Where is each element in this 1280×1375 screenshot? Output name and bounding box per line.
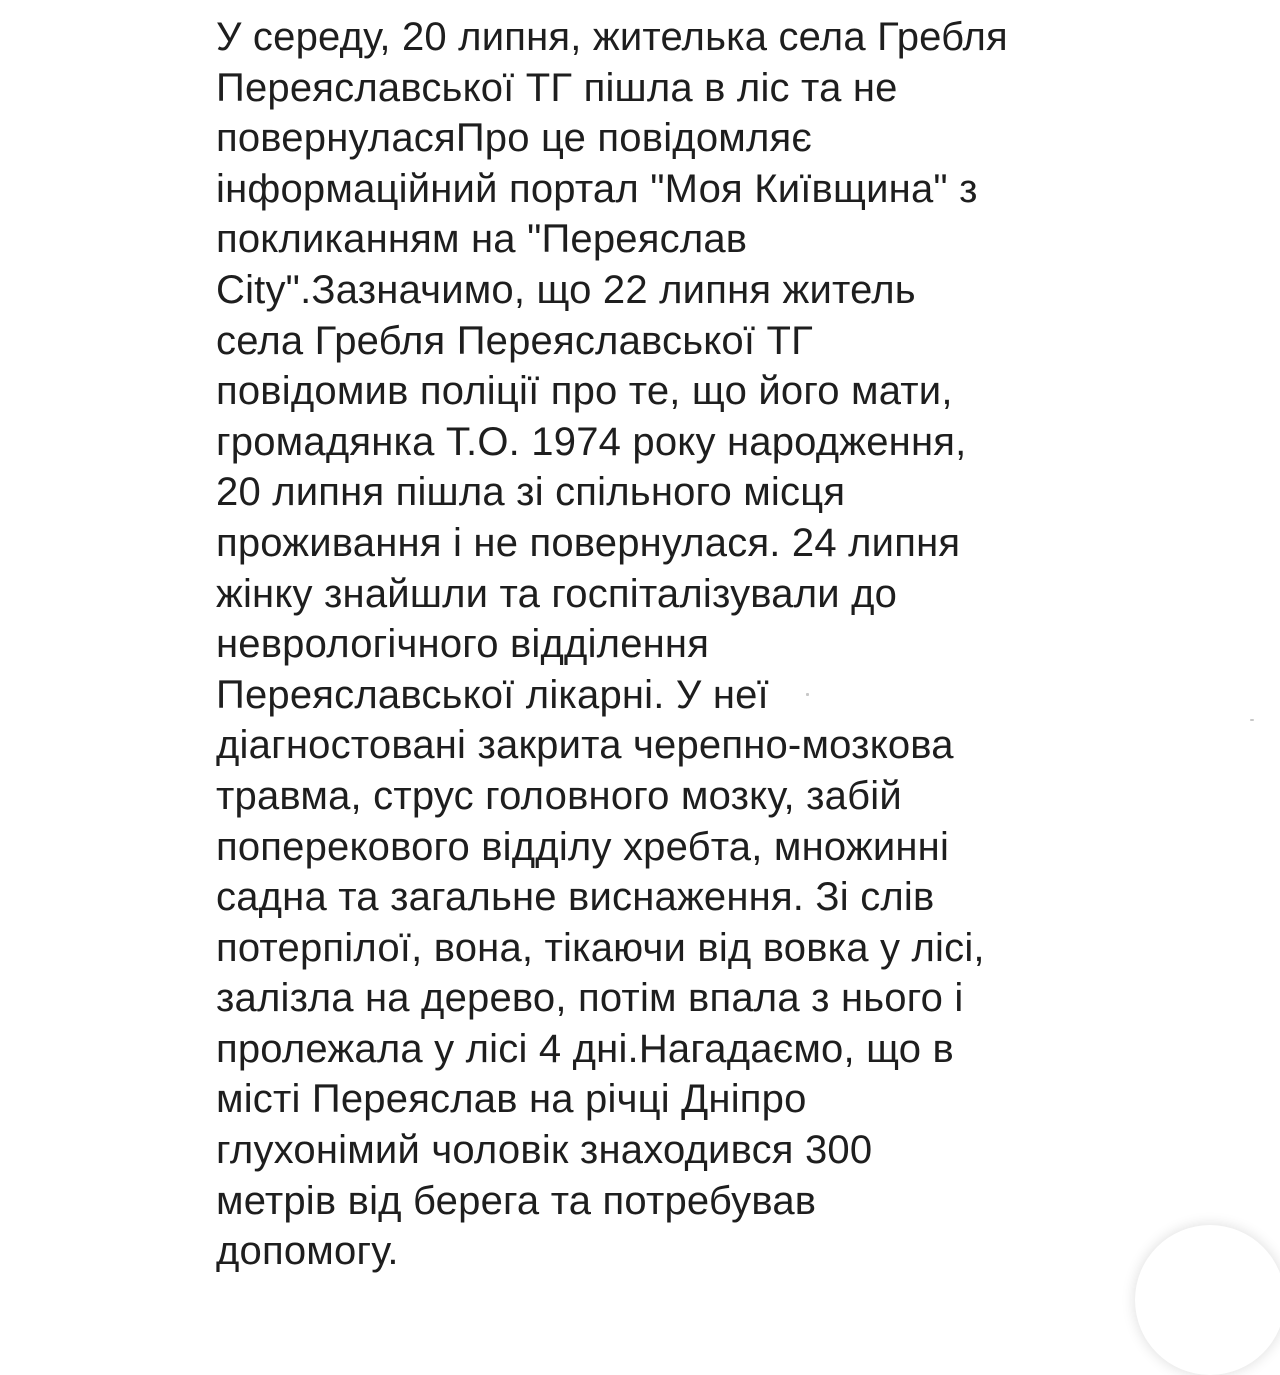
edge-dot bbox=[1250, 719, 1254, 721]
article-line: покликанням на "Переяслав bbox=[216, 217, 748, 262]
article-line: інформаційний портал "Моя Київщина" з bbox=[216, 166, 978, 211]
article-line: метрів від берега та потребував bbox=[216, 1178, 817, 1223]
article-line: садна та загальне виснаження. Зі слів bbox=[216, 875, 935, 920]
article-text bbox=[216, 12, 1076, 1277]
article-line: пролежала у лісі 4 дні.Нагадаємо, що в bbox=[216, 1026, 954, 1071]
article-line: повернуласяПро це повідомляє bbox=[216, 116, 812, 161]
article-line: діагностовані закрита черепно-мозкова bbox=[216, 723, 954, 768]
article-line: травма, струс головного мозку, забій bbox=[216, 773, 902, 818]
article-line: Переяславської лікарні. У неї bbox=[216, 672, 769, 717]
article-line: місті Переяслав на річці Дніпро bbox=[216, 1077, 807, 1122]
article-line: Переяславської ТГ пішла в ліс та не bbox=[216, 65, 898, 110]
article-line: City".Зазначимо, що 22 липня житель bbox=[216, 267, 916, 312]
article-line: села Гребля Переяславської ТГ bbox=[216, 318, 813, 363]
floating-action-button[interactable] bbox=[1135, 1225, 1280, 1375]
article-line: глухонімий чоловік знаходився 300 bbox=[216, 1128, 873, 1173]
article-line: залізла на дерево, потім впала з нього і bbox=[216, 976, 964, 1021]
edge-dot bbox=[806, 693, 809, 696]
article-line: проживання і не повернулася. 24 липня bbox=[216, 520, 961, 565]
article-line: жінку знайшли та госпіталізували до bbox=[216, 571, 898, 616]
article-line: повідомив поліції про те, що його мати, bbox=[216, 369, 953, 414]
article-line: У середу, 20 липня, жителька села Гребля bbox=[216, 15, 1008, 59]
article-line: допомогу. bbox=[216, 1229, 399, 1274]
article-line: громадянка Т.О. 1974 року народження, bbox=[216, 419, 967, 464]
article-line: потерпілої, вона, тікаючи від вовка у лісі, bbox=[216, 925, 985, 970]
article-line: неврологічного відділення bbox=[216, 622, 710, 667]
article-line: 20 липня пішла зі спільного місця bbox=[216, 470, 846, 515]
article-line: поперекового відділу хребта, множинні bbox=[216, 824, 950, 869]
